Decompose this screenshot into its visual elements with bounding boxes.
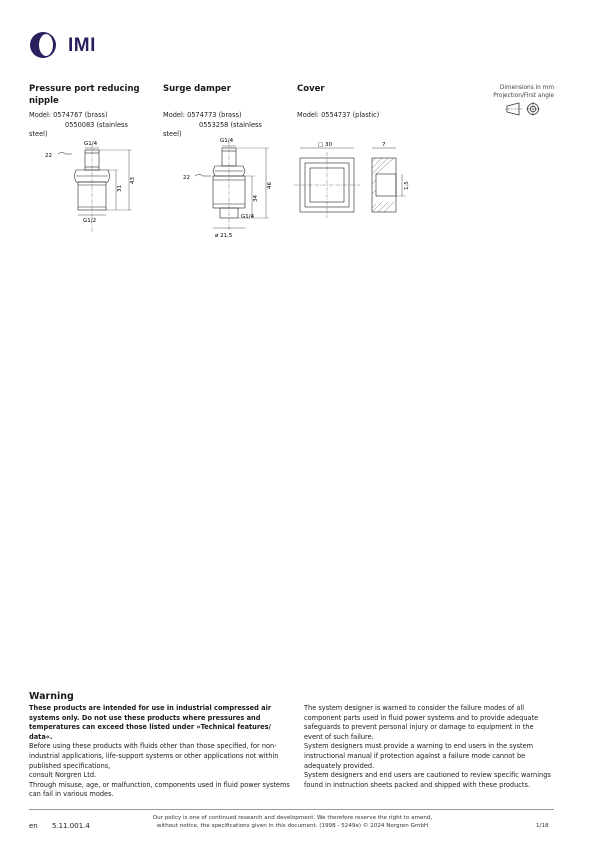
warning-paragraph: Before using these products with fluids other than those specified, for non-industrial applications, life-support systems or other applications not within published specifications, <box>29 742 279 770</box>
model-line: Model: 0574767 (brass) <box>29 111 108 119</box>
imi-logo-mark-icon <box>28 30 58 60</box>
footer-doc-number: 5.11.001.4 <box>52 822 90 830</box>
dimensions-unit: Dimensions in mm <box>499 85 554 91</box>
cover-drawing <box>290 138 420 238</box>
warning-paragraph: Through misuse, age, or malfunction, components used in fluid power systems can fail in various modes. <box>29 780 290 799</box>
dim-label: 34 <box>253 195 259 202</box>
dim-label: 7 <box>382 142 386 148</box>
warning-paragraph: consult Norgren Ltd. <box>29 771 97 780</box>
dim-label: ø 21,5 <box>215 233 233 239</box>
imi-logo <box>28 30 108 60</box>
dim-label: 43 <box>130 177 136 184</box>
first-angle-projection-icon <box>505 102 549 116</box>
warning-right-column <box>304 704 554 790</box>
dim-label: 46 <box>267 182 273 189</box>
footer-policy <box>120 815 465 830</box>
model-line: steel) <box>29 130 48 138</box>
footer-divider <box>29 809 554 810</box>
model-cover <box>297 111 437 121</box>
dim-label: G1/4 <box>241 214 255 220</box>
warning-title: Warning <box>29 691 74 702</box>
footer-page-number: 1/18 <box>536 823 549 829</box>
warning-paragraph: System designers and end users are cautioned to review specific warnings found in instruction sheets packed and shipped with these products. <box>304 771 551 789</box>
model-line: steel) <box>163 130 182 138</box>
warning-paragraph: The system designer is warned to consider the failure modes of all component parts used in fluid power systems and to provide adequate safeguards to prevent personal injury or damage to equipment in the event of such failure. <box>304 704 539 741</box>
warning-paragraph: System designers must provide a warning to end users in the system instructional manual if protection against a failure mode cannot be adequately provided. <box>304 742 534 770</box>
footer-language: en <box>29 822 38 830</box>
dim-label: 1,5 <box>404 181 410 190</box>
footer-policy-line: Our policy is one of continued research and development. We therefore reserve the right to amend, <box>152 815 433 821</box>
warning-bold-text: These products are intended for use in industrial compressed air systems only. Do not use these products where pressures and temperatures can exceed those listed under »Technical features/ data«. <box>29 704 272 741</box>
surge-damper-drawing <box>175 134 285 244</box>
model-line: 0553258 (stainless <box>199 120 262 129</box>
nipple-drawing <box>40 136 140 246</box>
dim-label: G1/4 <box>84 141 98 147</box>
model-line: Model: 0554737 (plastic) <box>297 111 380 119</box>
dim-label: G1/4 <box>220 138 234 144</box>
dim-label: □ 30 <box>318 142 332 148</box>
dimensions-note <box>460 84 554 100</box>
dim-label: 22 <box>45 153 52 159</box>
section-title-surge-damper: Surge damper <box>163 84 231 94</box>
section-title-nipple: Pressure port reducing nipple <box>29 84 140 106</box>
model-line: Model: 0574773 (brass) <box>163 111 242 119</box>
section-title-cover: Cover <box>297 84 325 94</box>
dim-label: G1/2 <box>83 218 97 224</box>
model-line: 0550083 (stainless <box>65 120 128 129</box>
warning-left-column <box>29 704 291 800</box>
projection-type: Projection/First angle <box>493 93 554 99</box>
logo-text: IMI <box>68 35 96 56</box>
dim-label: 31 <box>117 185 123 192</box>
footer-policy-line: without notice, the specifications given in this document. (1998 - 5249e) © 2024 Norgren GmbH <box>156 822 429 829</box>
dim-label: 22 <box>183 175 190 181</box>
